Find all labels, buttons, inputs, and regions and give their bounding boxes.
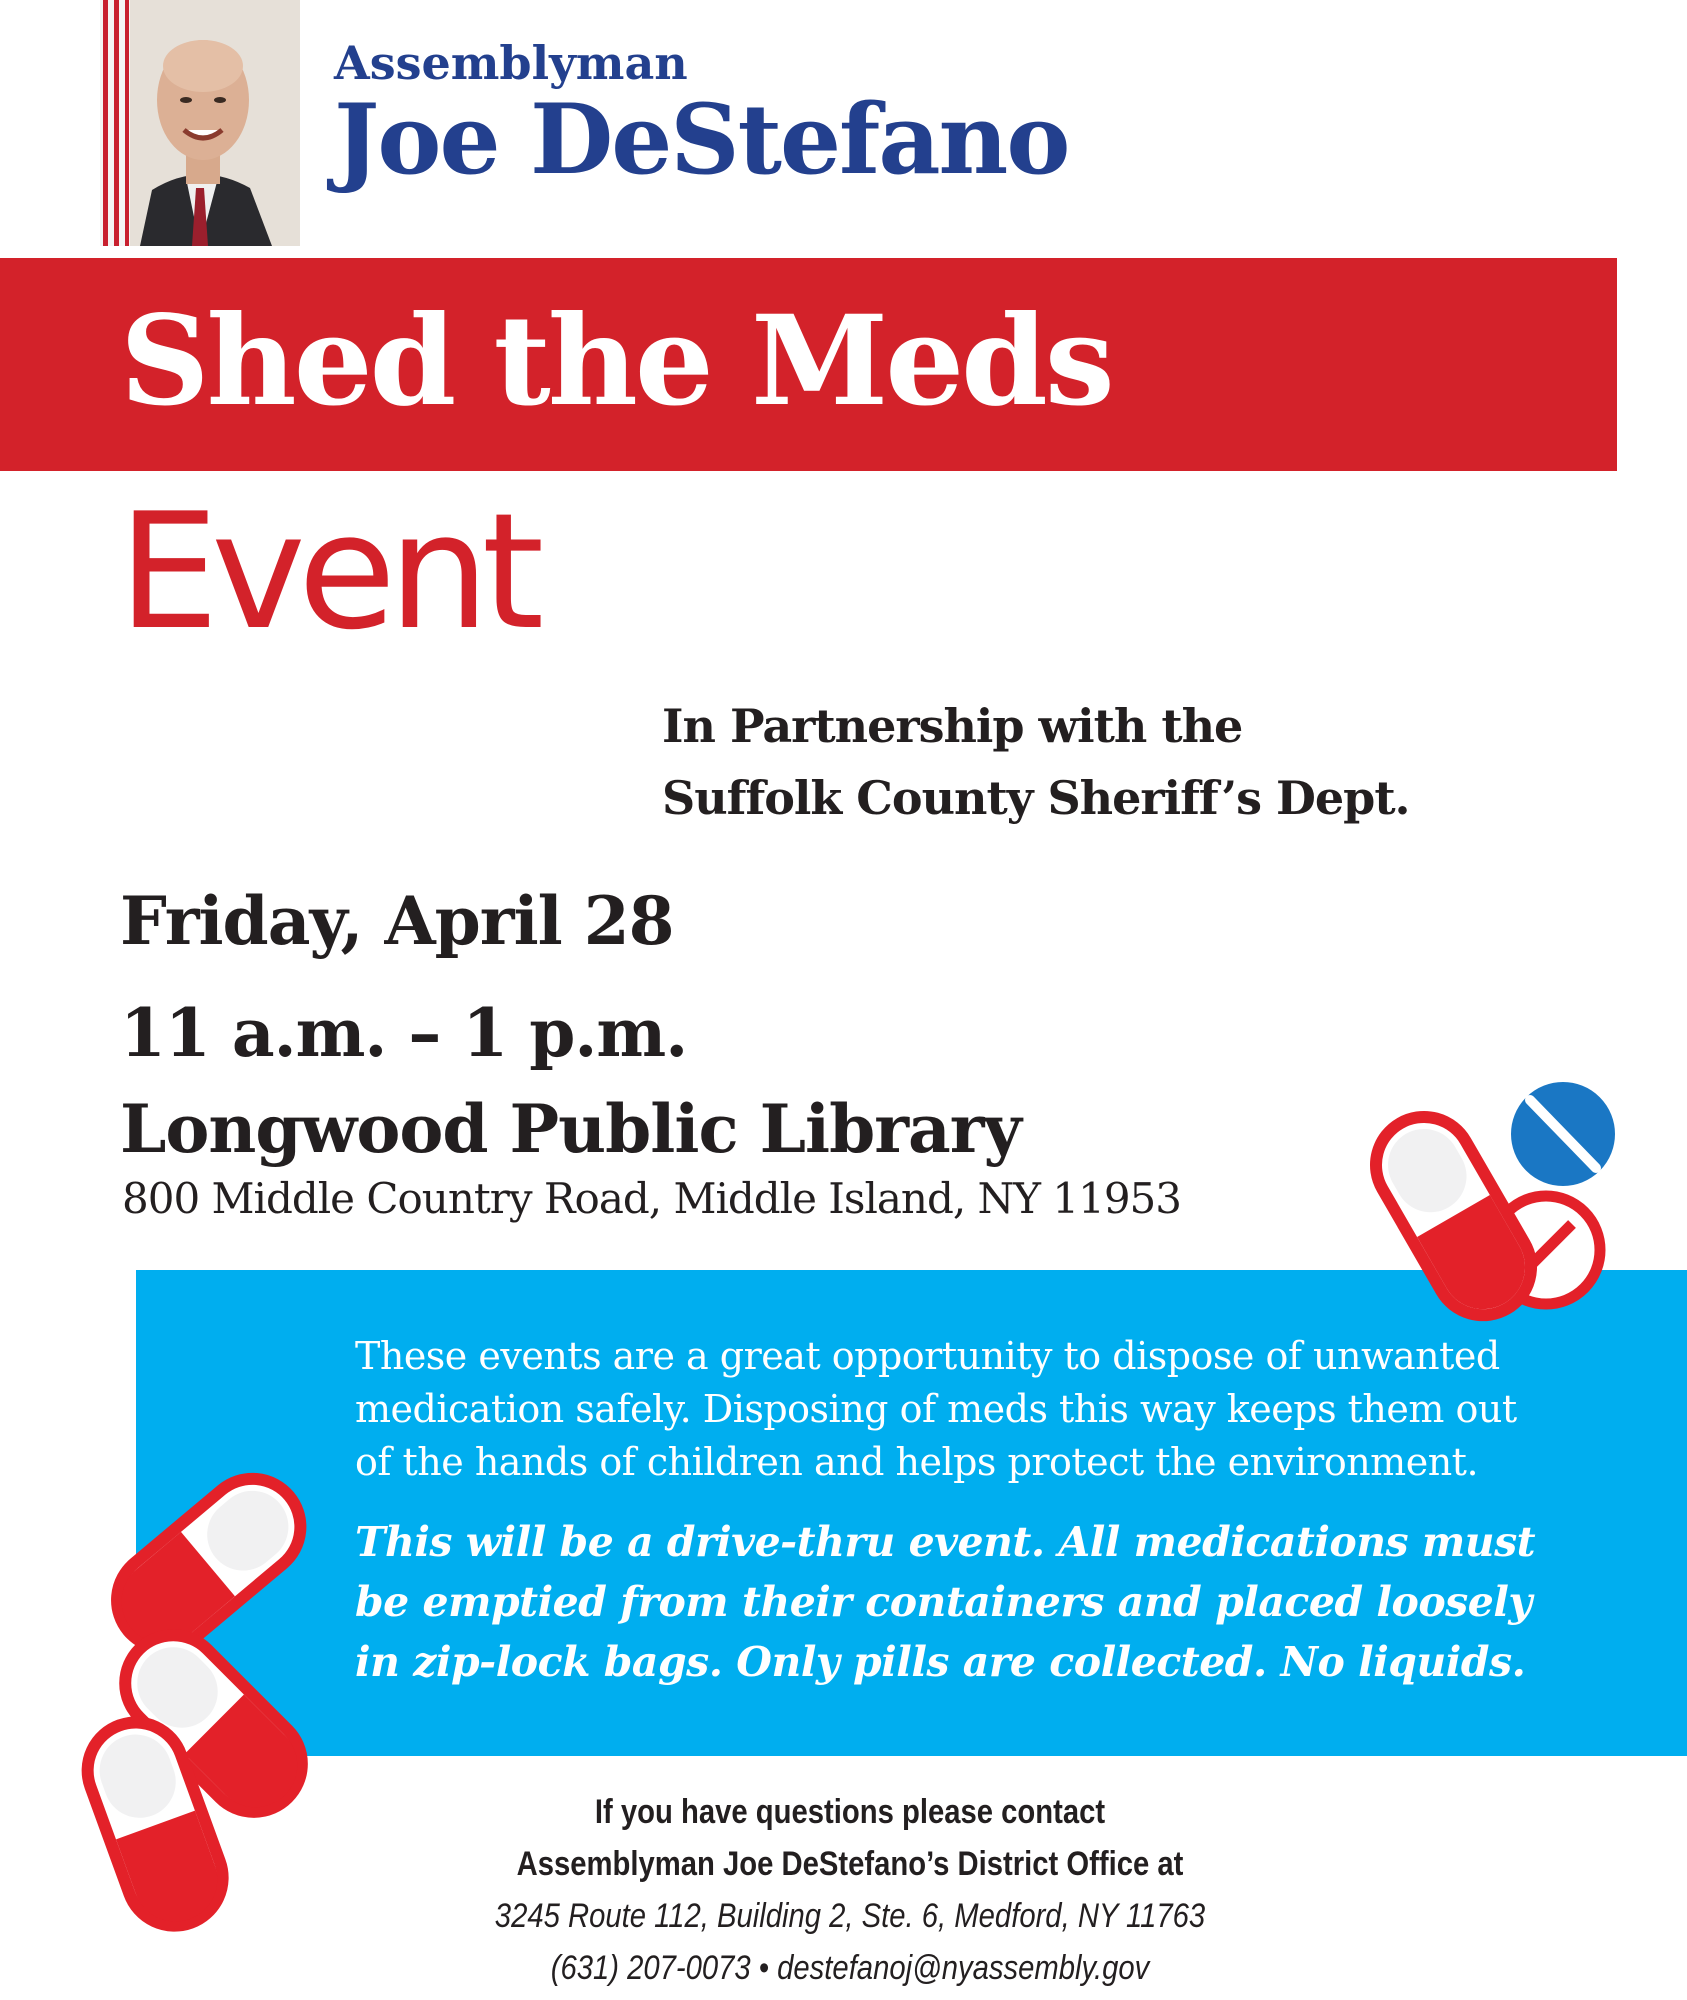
portrait-photo — [100, 0, 300, 246]
info-note-text: This will be a drive-thru event. All medications must be emptied from their containers and placed loosely in zip-lock bags. Only pills are collected. No liquids. — [355, 1518, 1536, 1686]
partnership-line-1: In Partnership with the — [662, 699, 1243, 753]
event-date: Friday, April 28 — [120, 882, 674, 960]
partnership-line-2: Suffolk County Sheriff’s Dept. — [662, 771, 1410, 825]
header-name: Joe DeStefano — [334, 83, 1069, 196]
contact-line-2: Assemblyman Joe DeStefano’s District Office at — [516, 1845, 1184, 1883]
capsule-icon — [97, 1459, 320, 1668]
event-venue: Longwood Public Library — [120, 1090, 1021, 1168]
info-body-text: These events are a great opportunity to dispose of unwanted medication safely. Disposing of meds this way keeps them out of the hands of children and helps protect the environment. — [355, 1334, 1517, 1484]
event-title: Shed the Meds — [120, 289, 1112, 434]
event-time: 11 a.m. – 1 p.m. — [120, 994, 688, 1072]
partnership-block — [662, 690, 1410, 834]
event-title-secondary: Event — [118, 478, 537, 665]
contact-line-1: If you have questions please contact — [594, 1793, 1106, 1831]
header-kicker: Assemblyman — [334, 36, 688, 90]
blue-tablet-icon — [1509, 1080, 1617, 1188]
pill-cluster-top-right — [1360, 1080, 1687, 1320]
contact-phone-email: (631) 207-0073 • destefanoj@nyassembly.gov — [550, 1949, 1150, 1987]
contact-block — [300, 1786, 1400, 1994]
contact-address: 3245 Route 112, Building 2, Ste. 6, Medford, NY 11763 — [494, 1897, 1206, 1935]
event-address: 800 Middle Country Road, Middle Island, NY 11953 — [122, 1174, 1181, 1223]
header-name-block — [334, 36, 1069, 196]
portrait-illustration — [100, 0, 300, 246]
